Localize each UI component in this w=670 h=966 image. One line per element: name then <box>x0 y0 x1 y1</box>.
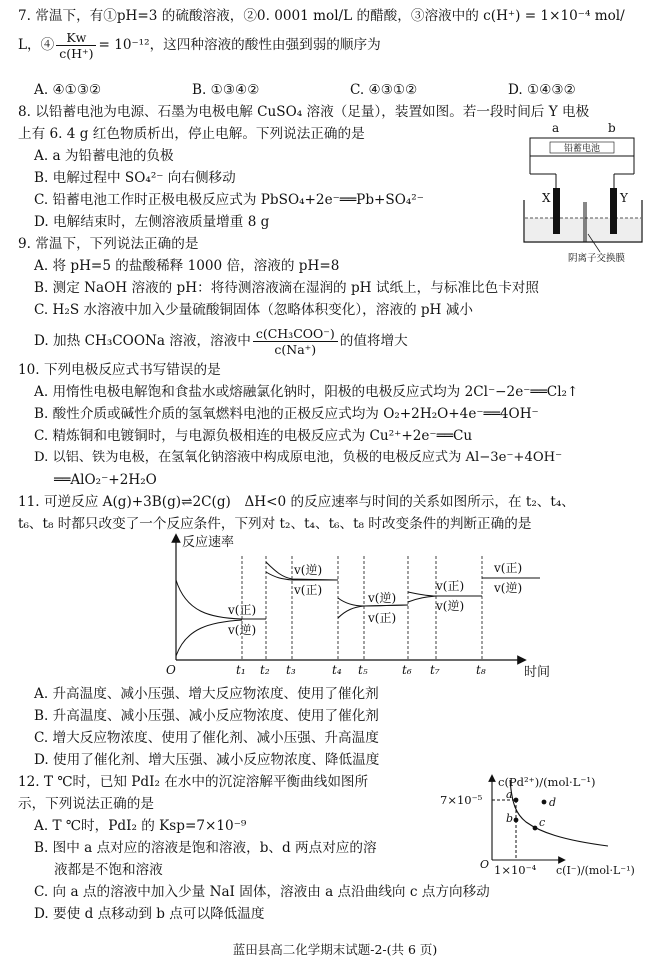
q7-option-c: C. ④③①② <box>350 82 418 98</box>
q7-frac-num: Kw <box>56 30 96 46</box>
q10-option-d: D. 以铝、铁为电极，在氢氧化钠溶液中构成原电池，负极的电极反应式为 Al−3e⁻+4OH⁻ <box>34 450 563 465</box>
q9-option-b: B. 测定 NaOH 溶液的 pH：将待测溶液滴在湿润的 pH 试纸上，与标准比色卡对照 <box>34 280 539 296</box>
q12-y-label: c(Pd²⁺)/(mol·L⁻¹) <box>498 775 596 789</box>
q7-option-b: B. ①③④② <box>192 82 260 98</box>
q9-option-d <box>34 326 408 357</box>
q7-line1: 7. 常温下，有①pH=3 的硫酸溶液，②0. 0001 mol/L 的醋酸，③溶液中的 c(H⁺) = 1×10⁻⁴ mol/ <box>18 8 625 24</box>
q12-label-a: a <box>506 788 513 801</box>
q12-origin: O <box>480 858 490 871</box>
q11-label-vf4: v(正) <box>436 579 465 593</box>
q9-stem: 9. 常温下，下列说法正确的是 <box>18 236 199 252</box>
q11-line2: t₆、t₈ 时都只改变了一个反应条件，下列对 t₂、t₄、t₆、t₈ 时改变条件的判断正确的是 <box>18 516 532 532</box>
q12-x-tick: 1×10⁻⁴ <box>494 863 537 877</box>
q11-label-vr5: v(逆) <box>494 581 523 595</box>
q12-label-b: b <box>506 812 514 825</box>
q12-line2: 示，下列说法正确的是 <box>18 796 154 812</box>
q11-label-vr1: v(逆) <box>228 623 257 637</box>
q8-solution <box>525 218 641 241</box>
q9-optd-pre: D. 加热 CH₃COONa 溶液，溶液中 <box>34 333 251 349</box>
q12-option-b-cont: 液都是不饱和溶液 <box>54 862 163 878</box>
q7-fraction <box>56 30 96 61</box>
q11-label-vf5: v(正) <box>494 561 523 575</box>
q8-membrane-label: 阴离子交换膜 <box>568 253 626 264</box>
q11-x-label: 时间 <box>524 665 551 680</box>
q11-rate-time-chart <box>150 532 570 682</box>
q12-line1: 12. T ℃时，已知 PdI₂ 在水中的沉淀溶解平衡曲线如图所 <box>18 774 369 790</box>
q11-tick-label: t₇ <box>430 663 440 677</box>
q9-fraction <box>253 326 338 357</box>
q8-label-a: a <box>552 121 560 135</box>
q10-stem: 10. 下列电极反应式书写错误的是 <box>18 362 221 378</box>
q8-battery-label: 铅蓄电池 <box>563 144 601 154</box>
q11-option-b: B. 升高温度、减小压强、减小反应物浓度、使用了催化剂 <box>34 708 379 724</box>
q9-optd-post: 的值将增大 <box>339 333 408 349</box>
q12-x-label: c(I⁻)/(mol·L⁻¹) <box>556 864 635 877</box>
q7-line2-pre: L，④ <box>18 37 55 53</box>
q8-option-b: B. 电解过程中 SO₄²⁻ 向右侧移动 <box>34 170 236 186</box>
q11-label-vf3: v(正) <box>368 611 397 625</box>
q12-curve <box>510 780 608 846</box>
q11-label-vr3: v(逆) <box>368 591 397 605</box>
q11-tick-label: t₄ <box>332 663 342 677</box>
q11-line1: 11. 可逆反应 A(g)+3B(g)⇌2C(g) ΔH<0 的反应速率与时间的关系如图所示，在 t₂、t₄、 <box>18 494 575 510</box>
q11-label-vr4: v(逆) <box>436 599 465 613</box>
q11-tick-label: t₈ <box>476 663 486 677</box>
q8-option-c: C. 铅蓄电池工作时正极电极反应式为 PbSO₄+2e⁻══Pb+SO₄²⁻ <box>34 192 424 208</box>
q11-option-a: A. 升高温度、减小压强、增大反应物浓度、使用了催化剂 <box>34 686 379 702</box>
q8-label-x: X <box>542 191 551 205</box>
q8-line2: 上有 6. 4 g 红色物质析出，停止电解。下列说法正确的是 <box>18 126 365 142</box>
q11-tick-label: t₅ <box>358 663 368 677</box>
q10-option-a: A. 用惰性电极电解饱和食盐水或熔融氯化钠时，阳极的电极反应式均为 2Cl⁻−2e⁻══Cl₂↑ <box>34 384 579 400</box>
q12-option-c: C. 向 a 点的溶液中加入少量 NaI 固体，溶液由 a 点沿曲线向 c 点方向移动 <box>34 884 490 900</box>
q8-electrode-y <box>610 188 617 234</box>
q8-label-b: b <box>608 121 616 135</box>
q11-tick-label: t₁ <box>236 663 246 677</box>
q12-point-b <box>514 818 519 823</box>
q8-line1: 8. 以铅蓄电池为电源、石墨为电极电解 CuSO₄ 溶液（足量），装置如图。若一段时间后 Y 电极 <box>18 104 590 120</box>
q8-electrode-x <box>553 188 560 234</box>
q10-option-c: C. 精炼铜和电镀铜时，与电源负极相连的电极反应式为 Cu²⁺+2e⁻══Cu <box>34 428 473 444</box>
q9-frac-den: c(Na⁺) <box>274 342 317 357</box>
q11-time-ticks <box>236 663 486 677</box>
q12-point-c <box>533 826 538 831</box>
q11-label-vf2: v(正) <box>294 583 323 597</box>
q7-option-a: A. ④①③② <box>34 82 102 98</box>
q9-frac-num: c(CH₃COO⁻) <box>253 326 338 342</box>
q11-label-vf1: v(正) <box>228 603 257 617</box>
q10-option-d-cont: ══AlO₂⁻+2H₂O <box>54 472 157 488</box>
q7-options <box>34 80 666 100</box>
q8-option-a: A. a 为铅蓄电池的负极 <box>34 148 174 164</box>
q12-option-d: D. 要使 d 点移动到 b 点可以降低温度 <box>34 906 265 922</box>
q12-label-d: d <box>549 796 557 809</box>
q9-option-a: A. 将 pH=5 的盐酸稀释 1000 倍，溶液的 pH=8 <box>34 258 340 274</box>
q11-tick-label: t₂ <box>260 663 270 677</box>
q12-y-tick: 7×10⁻⁵ <box>440 793 483 807</box>
q12-option-a: A. T ℃时，PdI₂ 的 Ksp=7×10⁻⁹ <box>34 818 247 834</box>
q11-tick-label: t₃ <box>286 663 296 677</box>
q11-y-label: 反应速率 <box>182 535 235 550</box>
q7-option-d: D. ①④③② <box>508 82 576 98</box>
q11-option-d: D. 使用了催化剂、增大压强、减小反应物浓度、降低温度 <box>34 752 380 768</box>
q11-origin: O <box>166 663 176 677</box>
q11-option-c: C. 增大反应物浓度、使用了催化剂、减小压强、升高温度 <box>34 730 379 746</box>
q7-line2-post: = 10⁻¹²，这四种溶液的酸性由强到弱的顺序为 <box>98 37 381 53</box>
q8-label-y: Y <box>620 191 628 205</box>
q12-label-c: c <box>539 816 546 829</box>
q7-frac-den: c(H⁺) <box>59 46 94 61</box>
q9-option-c: C. H₂S 水溶液中加入少量硫酸铜固体（忽略体积变化），溶液的 pH 减小 <box>34 302 473 318</box>
q8-electrolysis-figure <box>512 118 662 268</box>
q12-solubility-chart <box>436 774 662 884</box>
q12-point-a <box>514 798 519 803</box>
page-footer: 蓝田县高二化学期末试题-2-(共 6 页) <box>232 942 438 957</box>
q10-option-b: B. 酸性介质或碱性介质的氢氧燃料电池的正极反应式均为 O₂+2H₂O+4e⁻══4OH⁻ <box>34 406 539 422</box>
q12-option-b: B. 图中 a 点对应的溶液是饱和溶液，b、d 两点对应的溶 <box>34 840 377 856</box>
q11-tick-label: t₆ <box>402 663 412 677</box>
q11-label-vr2: v(逆) <box>294 563 323 577</box>
q8-option-d: D. 电解结束时，左侧溶液质量增重 8 g <box>34 214 270 230</box>
q7-line2 <box>18 30 381 61</box>
q12-point-d <box>542 800 547 805</box>
